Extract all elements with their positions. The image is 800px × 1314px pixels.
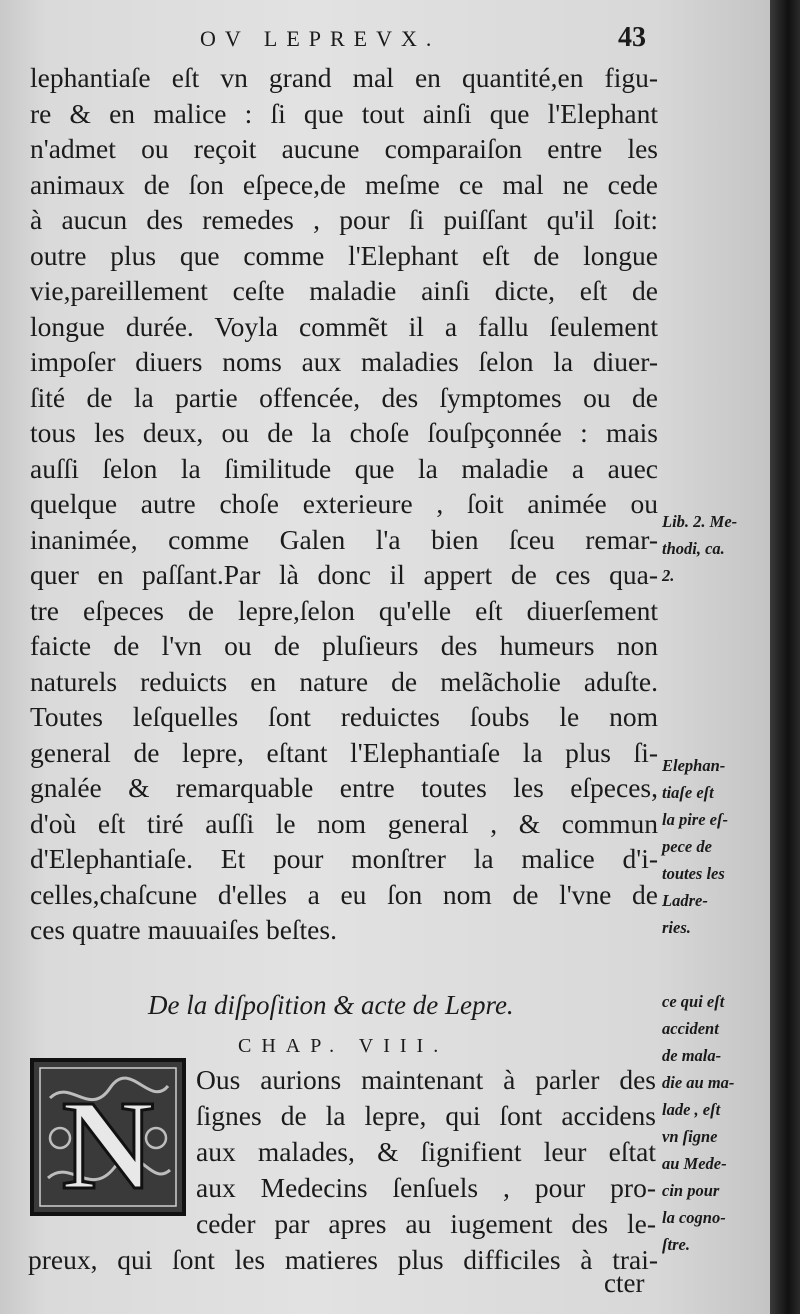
text-line: n'admet ou reçoit aucune comparaiſon entre les (30, 133, 658, 164)
decorated-initial-n (30, 1058, 186, 1216)
text-line: tous les deux, ou de la choſe ſouſpçonnée : mais (30, 417, 658, 448)
text-line: longue durée. Voyla commẽt il a fallu ſeulement (30, 310, 658, 342)
text-line: aux malades, & ſignifient leur eſtat (196, 1136, 656, 1167)
margin-note (662, 752, 728, 941)
text-line: Toutes leſquelles ſont reduictes ſoubs le nom (30, 701, 658, 732)
text-line: gnalée & remarquable entre toutes les eſpeces, (30, 772, 658, 803)
page-number: 43 (618, 22, 646, 53)
text-line: re & en malice : ſi que tout ainſi que l'Elephant (30, 97, 658, 129)
text-line: general de lepre, eſtant l'Elephantiaſe la plus ſi- (30, 736, 658, 768)
note-line: au Mede- (662, 1154, 727, 1173)
note-line: vn ſigne (662, 1127, 718, 1146)
text-line: ceder par apres au iugement des le- (196, 1208, 656, 1239)
note-line: thodi, ca. (662, 539, 725, 558)
note-line: Ladre- (662, 891, 708, 910)
text-line: tre eſpeces de lepre,ſelon qu'elle eſt diuerſement (30, 594, 658, 626)
note-line: Elephan- (662, 756, 726, 775)
text-line: impoſer diuers noms aux maladies ſelon la diuer- (30, 346, 658, 377)
chapter-title: De la diſpoſition & acte de Lepre. (148, 990, 514, 1020)
text-line: ces quatre mauuaiſes beſtes. (30, 914, 337, 945)
text-line: auſſi ſelon la ſimilitude que la maladie a auec (30, 452, 658, 484)
margin-note (662, 988, 734, 1258)
note-line: de mala- (662, 1046, 722, 1065)
text-line: aux Medecins ſenſuels , pour pro- (196, 1172, 656, 1203)
text-line: ſité de la partie offencée, des ſymptomes ou de (30, 381, 658, 413)
text-line: lephantiaſe eſt vn grand mal en quantité,en figu- (30, 62, 658, 93)
text-line: d'Elephantiaſe. Et pour monſtrer la malice d'i- (30, 843, 658, 874)
chapter-number: CHAP. VIII. (238, 1035, 449, 1057)
text-line: d'où eſt tiré auſſi le nom general , & commun (30, 807, 658, 839)
running-head: OV LEPREVX. (200, 26, 441, 51)
text-line: outre plus que comme l'Elephant eſt de longue (30, 239, 658, 271)
note-line: ce qui eſt (662, 992, 725, 1011)
note-line: toutes les (662, 864, 725, 883)
note-line: la cogno- (662, 1208, 726, 1227)
text-line: quer en paſſant.Par là donc il appert de ces qua- (30, 559, 658, 590)
book-spine-shadow (770, 0, 800, 1314)
note-line: Lib. 2. Me- (662, 512, 738, 531)
chapter-opening-text (28, 1062, 658, 1278)
note-line: die au ma- (662, 1073, 735, 1092)
note-line: la pire eſ- (662, 810, 728, 829)
body-text (30, 60, 658, 948)
text-line: faicte de l'vn ou de pluſieurs des humeurs non (30, 630, 658, 661)
note-line: ries. (662, 918, 691, 937)
text-line: Ous aurions maintenant à parler des (196, 1064, 656, 1095)
text-line: quelque autre choſe exterieure , ſoit animée ou (30, 488, 658, 519)
text-line: naturels reduicts en nature de melãcholie aduſte. (30, 665, 658, 697)
note-line: ſtre. (662, 1235, 690, 1254)
drop-cap-letter: N (61, 1074, 155, 1216)
note-line: 2. (662, 566, 675, 585)
text-line: vie,pareillement ceſte maladie ainſi dicte, eſt de (30, 275, 658, 306)
text-line: celles,chaſcune d'elles a eu ſon nom de l'vne de (30, 878, 658, 910)
catchword: cter (604, 1268, 645, 1298)
note-line: lade , eſt (662, 1100, 721, 1119)
note-line: pece de (662, 837, 712, 856)
text-line: à aucun des remedes , pour ſi puiſſant qu'il ſoit: (30, 204, 658, 235)
note-line: cin pour (662, 1181, 720, 1200)
text-line: ſignes de la lepre, qui ſont accidens (196, 1100, 656, 1131)
text-line: inanimée, comme Galen l'a bien ſceu remar- (30, 523, 658, 555)
note-line: accident (662, 1019, 719, 1038)
text-line: preux, qui ſont les matieres plus difficiles à trai- (28, 1244, 658, 1275)
text-line: animaux de ſon eſpece,de meſme ce mal ne cede (30, 168, 658, 200)
note-line: tiaſe eſt (662, 783, 714, 802)
margin-note (662, 508, 737, 589)
